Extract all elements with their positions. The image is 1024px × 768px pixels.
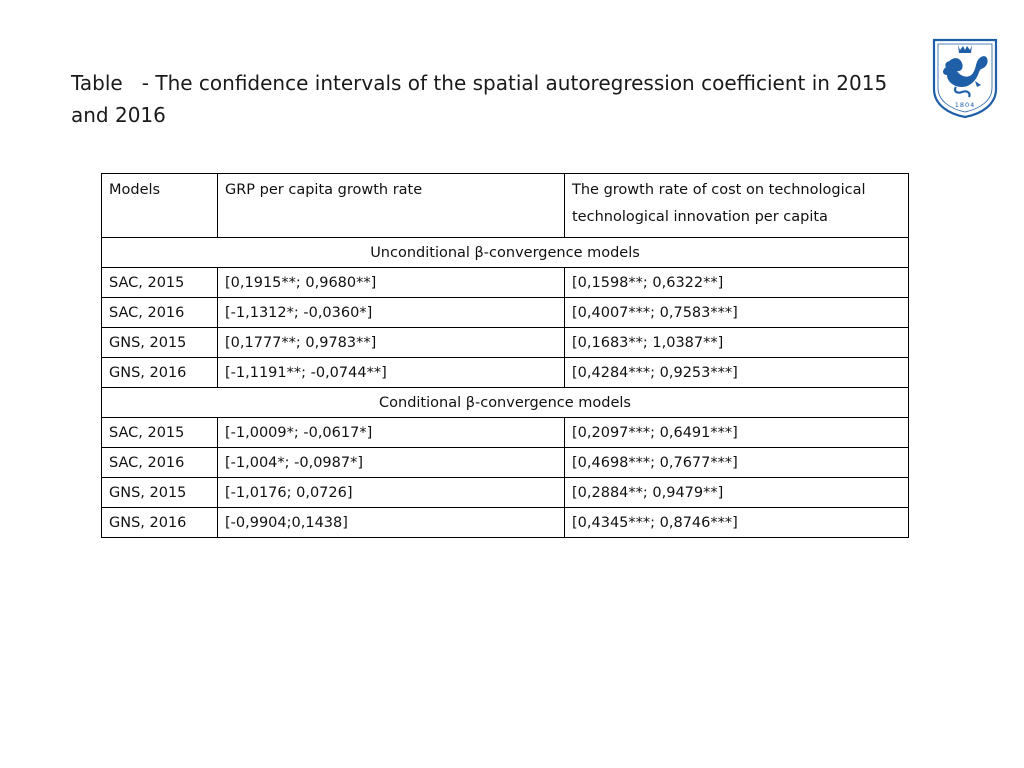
grp-interval-cell: [-1,0176; 0,0726]	[218, 478, 565, 508]
section-row-conditional	[102, 388, 909, 418]
innovation-interval-cell: [0,4698***; 0,7677***]	[565, 448, 909, 478]
model-cell: GNS, 2015	[102, 328, 218, 358]
grp-interval-cell: [-1,004*; -0,0987*]	[218, 448, 565, 478]
model-cell: SAC, 2016	[102, 448, 218, 478]
table-row	[102, 268, 909, 298]
model-cell: GNS, 2016	[102, 358, 218, 388]
header-grp-growth: GRP per capita growth rate	[218, 174, 565, 238]
grp-interval-cell: [-1,0009*; -0,0617*]	[218, 418, 565, 448]
model-cell: SAC, 2015	[102, 268, 218, 298]
grp-interval-cell: [0,1777**; 0,9783**]	[218, 328, 565, 358]
innovation-interval-cell: [0,4284***; 0,9253***]	[565, 358, 909, 388]
slide-title	[71, 67, 921, 131]
grp-interval-cell: [0,1915**; 0,9680**]	[218, 268, 565, 298]
section-label: Unconditional β-convergence models	[102, 238, 909, 268]
innovation-interval-cell: [0,1598**; 0,6322**]	[565, 268, 909, 298]
university-logo	[931, 37, 999, 119]
title-prefix: Table	[71, 71, 123, 95]
table-row	[102, 328, 909, 358]
model-cell: SAC, 2016	[102, 298, 218, 328]
table-row	[102, 508, 909, 538]
header-innovation-cost-growth: The growth rate of cost on technological technological innovation per capita	[565, 174, 909, 238]
table-header-row	[102, 174, 909, 238]
title-separator	[123, 71, 142, 95]
section-row-unconditional	[102, 238, 909, 268]
table-row	[102, 448, 909, 478]
model-cell: GNS, 2015	[102, 478, 218, 508]
winged-dragon-crest-icon	[931, 37, 999, 119]
grp-interval-cell: [-0,9904;0,1438]	[218, 508, 565, 538]
table-row	[102, 418, 909, 448]
innovation-interval-cell: [0,2097***; 0,6491***]	[565, 418, 909, 448]
confidence-intervals-table	[101, 173, 909, 538]
grp-interval-cell: [-1,1191**; -0,0744**]	[218, 358, 565, 388]
innovation-interval-cell: [0,2884**; 0,9479**]	[565, 478, 909, 508]
title-text: - The confidence intervals of the spatial autoregression coefficient in 2015 and 2016	[71, 71, 888, 127]
logo-year: 1804	[954, 101, 976, 109]
model-cell: GNS, 2016	[102, 508, 218, 538]
header-models: Models	[102, 174, 218, 238]
section-label: Conditional β-convergence models	[102, 388, 909, 418]
grp-interval-cell: [-1,1312*; -0,0360*]	[218, 298, 565, 328]
table-row	[102, 358, 909, 388]
model-cell: SAC, 2015	[102, 418, 218, 448]
table-row	[102, 298, 909, 328]
innovation-interval-cell: [0,4007***; 0,7583***]	[565, 298, 909, 328]
innovation-interval-cell: [0,4345***; 0,8746***]	[565, 508, 909, 538]
table-row	[102, 478, 909, 508]
innovation-interval-cell: [0,1683**; 1,0387**]	[565, 328, 909, 358]
